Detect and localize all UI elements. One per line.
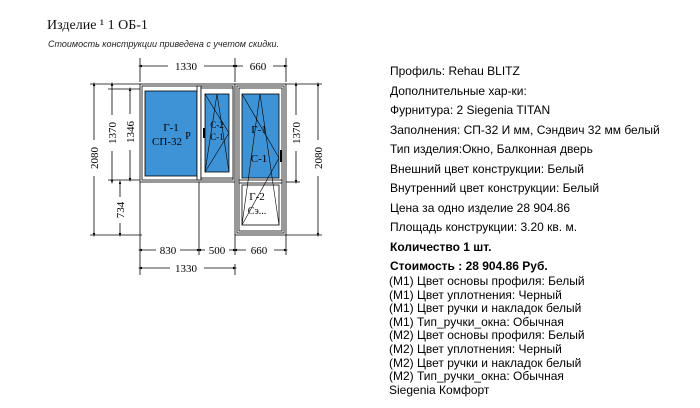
spec-product-type: Тип изделия:Окно, Балконная дверь: [390, 142, 593, 156]
spec-fillings: Заполнения: СП-32 И мм, Сэндвич 32 мм белый: [390, 122, 660, 137]
options-list: [389, 275, 585, 397]
spec-area: Площадь конструкции: 3.20 кв. м.: [390, 220, 578, 234]
label-fixed-marker: Р: [185, 131, 191, 142]
label-fixed-glass-type: СП-32: [152, 136, 182, 148]
option-item: (М2) Цвет ручки и накладок белый: [389, 355, 582, 370]
dim-left-lower-height: 734: [115, 201, 127, 219]
dim-left-window-height: 1370: [107, 122, 119, 144]
dim-left-total-height: 2080: [89, 147, 101, 169]
dim-right-total-height: 2080: [313, 147, 325, 169]
spec-hardware: Фурнитура: 2 Siegenia TITAN: [390, 103, 551, 117]
label-door-upper-id: Г-1: [251, 124, 267, 136]
option-item: (М1) Тип_ручки_окна: Обычная: [389, 314, 564, 329]
option-item: (М2) Цвет уплотнения: Черный: [389, 341, 562, 356]
dim-right-window-height: 1370: [291, 122, 303, 144]
label-fixed-glass-id: Г-1: [163, 122, 179, 134]
spec-list: [390, 62, 660, 277]
spec-quantity: Количество 1 шт.: [390, 239, 492, 254]
option-item: (М1) Цвет ручки и накладок белый: [389, 301, 582, 316]
spec-outer-color: Внешний цвет конструкции: Белый: [390, 161, 584, 176]
spec-total-cost: Стоимость : 28 904.86 Руб.: [390, 259, 548, 273]
dim-bottom-500: 500: [208, 245, 226, 257]
label-door-lower-id: Г-2: [249, 191, 265, 203]
sash-handle-icon: [203, 128, 205, 138]
option-item: (М1) Цвет основы профиля: Белый: [389, 274, 585, 288]
dim-left-glass-height: 1346: [125, 121, 137, 143]
dim-bottom-660: 660: [250, 245, 268, 257]
door-glass-upper: [242, 94, 279, 178]
spec-unit-price: Цена за одно изделие 28 904.86: [390, 200, 571, 215]
label-door-lower-fill: Сэ...: [247, 206, 267, 217]
label-sash-top: С-2: [210, 120, 224, 130]
label-sash-bottom: С-1: [210, 132, 224, 142]
discount-note: Стоимость конструкции приведена с учетом скидки.: [48, 39, 279, 49]
option-item: (М2) Цвет основы профиля: Белый: [389, 328, 585, 343]
dim-top-window: 1330: [175, 61, 197, 73]
option-item: (М2) Тип_ручки_окна: Обычная: [389, 369, 564, 384]
label-door-upper-sash: С-1: [250, 153, 268, 165]
dim-bottom-830: 830: [159, 245, 177, 257]
dim-top-door: 660: [249, 61, 267, 73]
spec-extra: Дополнительные хар-ки:: [390, 83, 527, 98]
option-item: Siegenia Комфорт: [389, 382, 490, 397]
dim-bottom-total: 1330: [175, 263, 197, 275]
option-item: (М1) Цвет уплотнения: Черный: [389, 287, 562, 302]
door-handle-icon: [280, 150, 282, 162]
spec-inner-color: Внутренний цвет конструкции: Белый: [390, 181, 600, 195]
spec-profile: Профиль: Rehau BLITZ: [390, 64, 520, 78]
product-title: Изделие ¹ 1 ОБ-1: [47, 18, 148, 33]
